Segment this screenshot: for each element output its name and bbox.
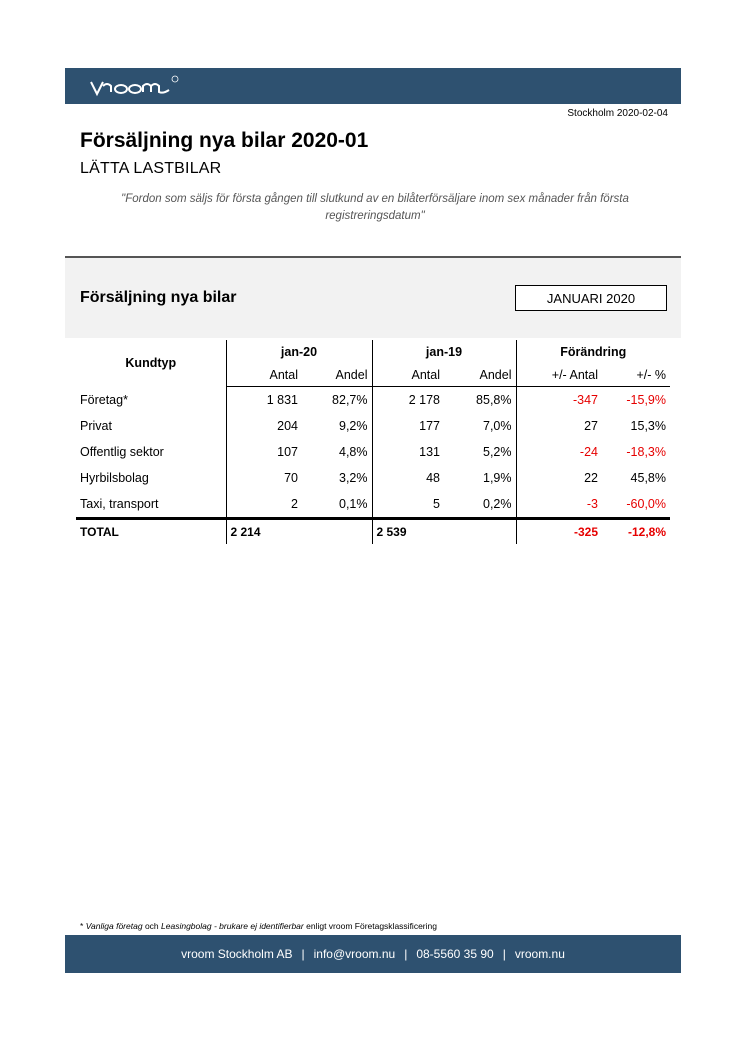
total-label: TOTAL bbox=[76, 519, 226, 545]
cell-diff: -347 bbox=[516, 387, 602, 414]
footer-company: vroom Stockholm AB bbox=[181, 947, 293, 961]
cell-b-andel: 1,9% bbox=[483, 471, 512, 485]
cell-a-antal: 107 bbox=[226, 439, 302, 465]
row-name: Företag* bbox=[80, 392, 128, 407]
header-jan19: jan-19 bbox=[372, 340, 516, 364]
subheader-andel: Andel bbox=[302, 364, 372, 387]
table-row bbox=[76, 387, 670, 414]
total-pct: -12,8% bbox=[602, 519, 670, 545]
cell-pct: 15,3% bbox=[630, 419, 666, 433]
cell-a-andel: 9,2% bbox=[339, 419, 368, 433]
page-title: Försäljning nya bilar 2020-01 bbox=[80, 129, 369, 152]
total-b-andel bbox=[444, 519, 516, 545]
cell-a-andel: 4,8% bbox=[339, 445, 368, 459]
footer-web[interactable]: vroom.nu bbox=[514, 947, 565, 961]
section-header bbox=[65, 256, 681, 338]
total-row bbox=[76, 519, 670, 545]
cell-pct: 45,8% bbox=[630, 471, 666, 485]
footer-separator: | bbox=[301, 947, 305, 961]
page-subtitle: LÄTTA LASTBILAR bbox=[80, 160, 222, 177]
table-row bbox=[76, 465, 670, 491]
row-name: Hyrbilsbolag bbox=[80, 471, 149, 485]
cell-a-antal: 1 831 bbox=[226, 387, 302, 414]
cell-b-andel: 7,0% bbox=[483, 419, 512, 433]
cell-diff: 27 bbox=[516, 413, 602, 439]
cell-pct: -60,0% bbox=[626, 497, 666, 511]
cell-b-andel: 85,8% bbox=[476, 393, 512, 407]
footer-phone: 08-5560 35 90 bbox=[416, 947, 494, 961]
footer-separator: | bbox=[404, 947, 408, 961]
cell-a-andel: 0,1% bbox=[339, 497, 368, 511]
subheader-diff-pct: +/- % bbox=[602, 364, 670, 387]
footer-email[interactable]: info@vroom.nu bbox=[313, 947, 396, 961]
cell-b-antal: 177 bbox=[372, 413, 444, 439]
footnote-part4: enligt vroom Företagsklassificering bbox=[306, 921, 437, 931]
report-date: Stockholm 2020-02-04 bbox=[567, 108, 668, 119]
footer-separator: | bbox=[502, 947, 506, 961]
cell-diff: -3 bbox=[516, 491, 602, 519]
cell-a-andel: 3,2% bbox=[339, 471, 368, 485]
footnote-part3: Leasingbolag - brukare ej identifierbar bbox=[161, 921, 304, 931]
header-jan20: jan-20 bbox=[226, 340, 372, 364]
cell-a-antal: 204 bbox=[226, 413, 302, 439]
subheader-andel: Andel bbox=[444, 364, 516, 387]
cell-b-antal: 2 178 bbox=[372, 387, 444, 414]
subheader-diff-antal: +/- Antal bbox=[516, 364, 602, 387]
section-title: Försäljning nya bilar bbox=[80, 289, 237, 306]
cell-a-antal: 2 bbox=[226, 491, 302, 519]
sales-table bbox=[76, 340, 670, 544]
cell-b-andel: 5,2% bbox=[483, 445, 512, 459]
table-row bbox=[76, 439, 670, 465]
table-row bbox=[76, 413, 670, 439]
cell-a-andel: 82,7% bbox=[332, 393, 368, 407]
total-diff: -325 bbox=[516, 519, 602, 545]
cell-b-antal: 5 bbox=[372, 491, 444, 519]
row-name: Offentlig sektor bbox=[80, 445, 164, 459]
subheader-antal: Antal bbox=[226, 364, 302, 387]
cell-pct: -15,9% bbox=[626, 393, 666, 407]
total-a-andel bbox=[302, 519, 372, 545]
period-box: JANUARI 2020 bbox=[515, 285, 667, 311]
cell-b-antal: 131 bbox=[372, 439, 444, 465]
footnote-part2: och bbox=[144, 921, 159, 931]
footer-bar bbox=[65, 935, 681, 973]
cell-a-antal: 70 bbox=[226, 465, 302, 491]
header-forandring: Förändring bbox=[516, 340, 670, 364]
row-name: Taxi, transport bbox=[80, 497, 159, 511]
footnote bbox=[80, 921, 437, 931]
definition-quote: "Fordon som säljs för första gången till slutkund av en bilåterförsäljare inom sex månader från första registreringsdatum" bbox=[121, 193, 629, 222]
cell-diff: 22 bbox=[516, 465, 602, 491]
cell-b-antal: 48 bbox=[372, 465, 444, 491]
vroom-logo bbox=[89, 72, 199, 100]
subheader-antal: Antal bbox=[372, 364, 444, 387]
header-bar bbox=[65, 68, 681, 104]
total-b-antal: 2 539 bbox=[372, 519, 444, 545]
cell-diff: -24 bbox=[516, 439, 602, 465]
header-kundtyp: Kundtyp bbox=[125, 356, 177, 371]
total-a-antal: 2 214 bbox=[226, 519, 302, 545]
footnote-part1: Vanliga företag bbox=[85, 921, 143, 931]
row-name: Privat bbox=[80, 419, 112, 433]
footnote-star: * bbox=[80, 921, 84, 931]
table-row bbox=[76, 491, 670, 519]
cell-pct: -18,3% bbox=[626, 445, 666, 459]
cell-b-andel: 0,2% bbox=[483, 497, 512, 511]
